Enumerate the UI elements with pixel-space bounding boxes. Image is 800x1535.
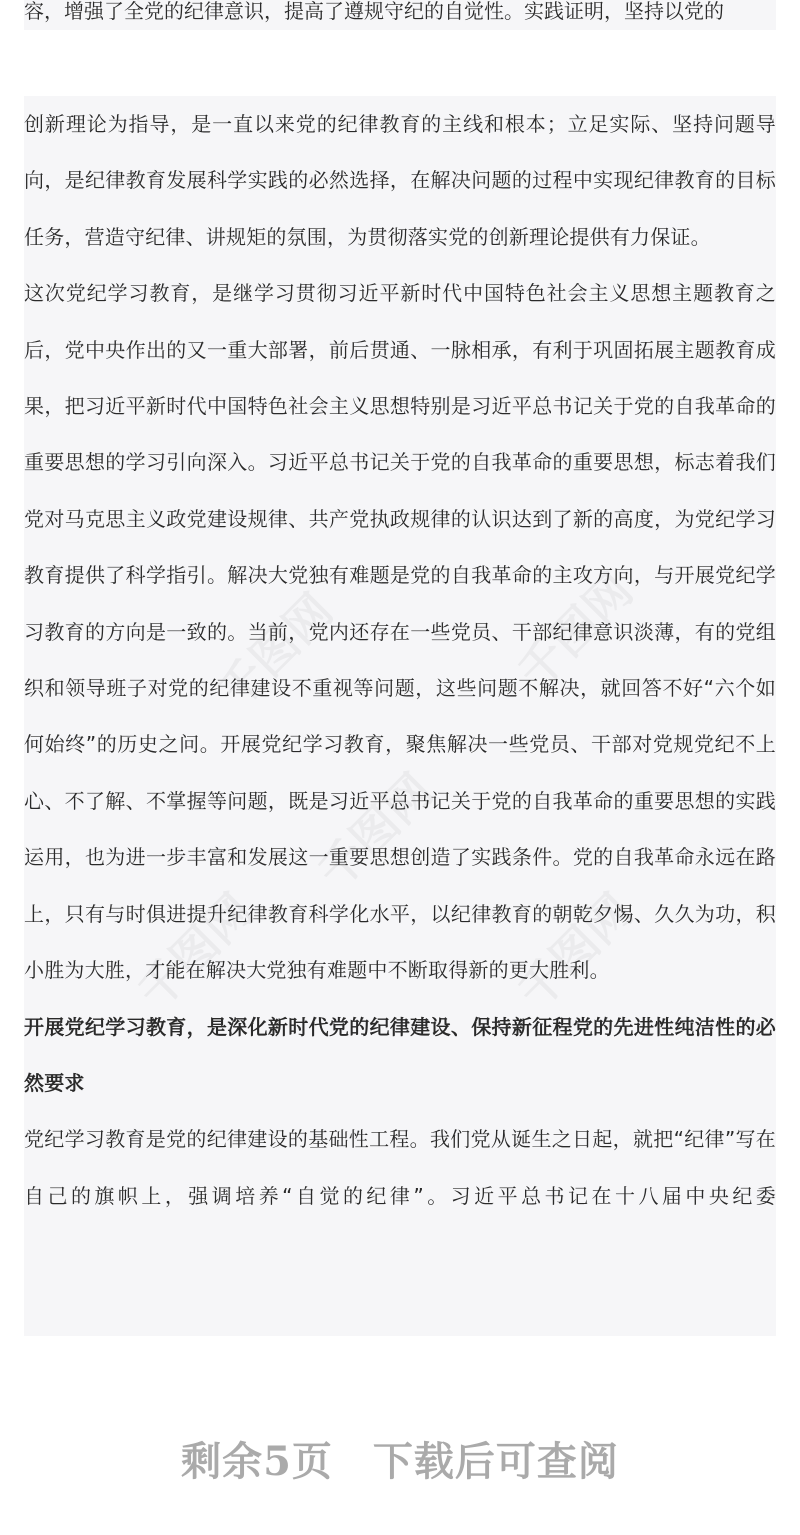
top-fragment-text: 容，增强了全党的纪律意识，提高了遵规守纪的自觉性。实践证明，坚持以党的	[24, 0, 724, 23]
remaining-pages-label: 剩余5页	[181, 1438, 333, 1485]
paragraph-1: 创新理论为指导，是一直以来党的纪律教育的主线和根本；立足实际、坚持问题导向，是纪律教育发展科学实践的必然选择，在解决问题的过程中实现纪律教育的目标任务，营造守纪律、讲规矩的氛围，为贯彻落实党的创新理论提供有力保证。	[24, 112, 776, 249]
section-heading: 开展党纪学习教育，是深化新时代党的纪律建设、保持新征程党的先进性纯洁性的必然要求	[24, 1014, 776, 1095]
paragraph-3: 党纪学习教育是党的纪律建设的基础性工程。我们党从诞生之日起，就把“纪律”写在自己的旗帜上，强调培养“自觉的纪律”。习近平总书记在十八届中央纪委	[24, 1127, 776, 1208]
document-page	[24, 96, 776, 1336]
document-body	[24, 96, 776, 1224]
remaining-pages-banner[interactable]	[0, 1430, 800, 1487]
download-to-view-label: 下载后可查阅	[372, 1438, 619, 1485]
previous-page-fragment	[24, 0, 776, 30]
paragraph-2: 这次党纪学习教育，是继学习贯彻习近平新时代中国特色社会主义思想主题教育之后，党中央作出的又一重大部署，前后贯通、一脉相承，有利于巩固拓展主题教育成果，把习近平新时代中国特色社会主义思想特别是习近平总书记关于党的自我革命的重要思想的学习引向深入。习近平总书记关于党的自我革命的重要思想，标志着我们党对马克思主义政党建设规律、共产党执政规律的认识达到了新的高度，为党纪学习教育提供了科学指引。解决大党独有难题是党的自我革命的主攻方向，与开展党纪学习教育的方向是一致的。当前，党内还存在一些党员、干部纪律意识淡薄，有的党组织和领导班子对党的纪律建设不重视等问题，这些问题不解决，就回答不好“六个如何始终”的历史之问。开展党纪学习教育，聚焦解决一些党员、干部对党规党纪不上心、不了解、不掌握等问题，既是习近平总书记关于党的自我革命的重要思想的实践运用，也为进一步丰富和发展这一重要思想创造了实践条件。党的自我革命永远在路上，只有与时俱进提升纪律教育科学化水平，以纪律教育的朝乾夕惕、久久为功，积小胜为大胜，才能在解决大党独有难题中不断取得新的更大胜利。	[24, 281, 776, 983]
